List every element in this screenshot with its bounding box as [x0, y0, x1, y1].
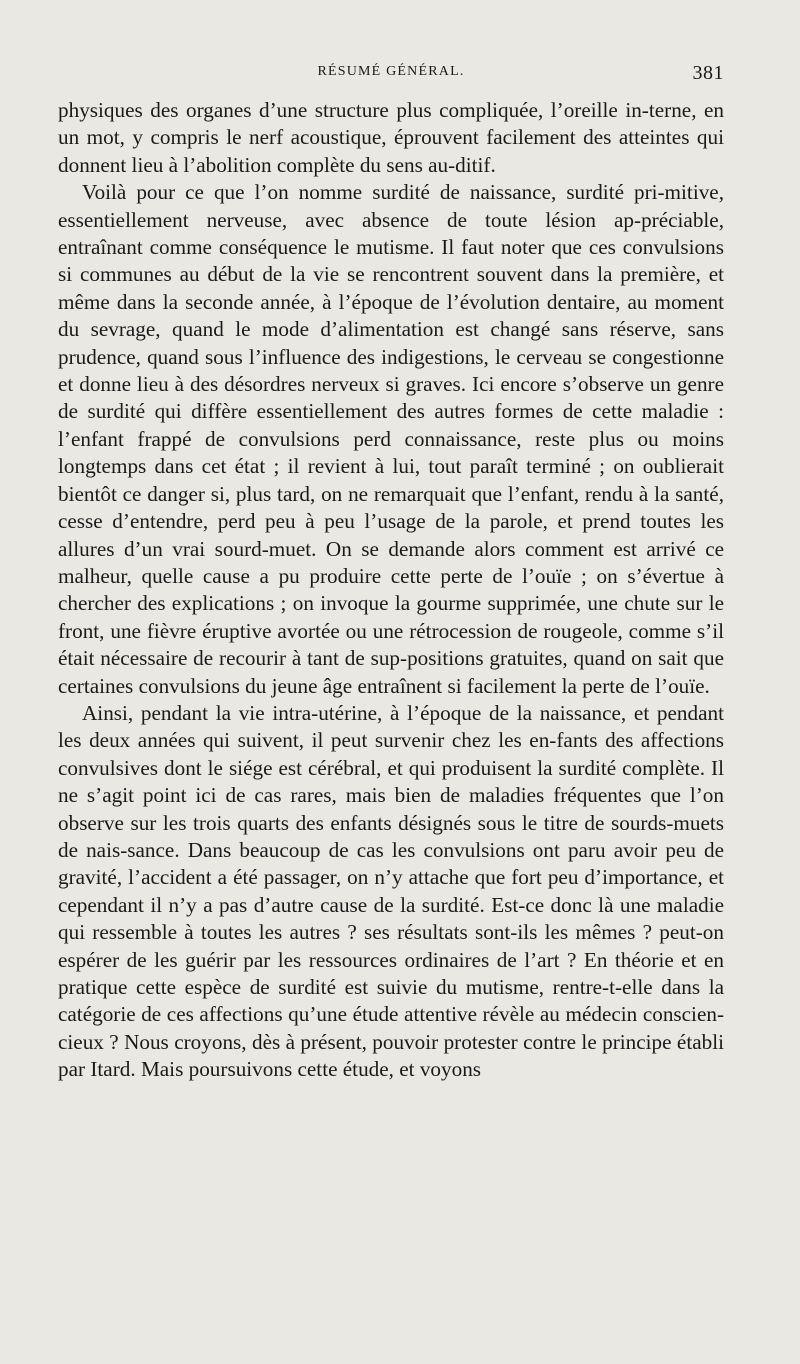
paragraph-continuation: physiques des organes d’une structure plus compliquée, l’oreille in-terne, en un mot, y compris le nerf acoustique, éprouvent facilement des atteintes qui donnent lieu à l’abolition complète du sens au-ditif. [58, 98, 724, 177]
page-number: 381 [692, 62, 724, 84]
paragraph: Ainsi, pendant la vie intra-utérine, à l’époque de la naissance, et pendant les deux années qui suivent, il peut survenir chez les en-fants des affections convulsives dont le siége est cérébral, et qui produisent la surdité complète. Il ne s’agit point ici de cas rares, mais bien de maladies fréquentes que l’on observe sur les trois quarts des enfants désignés sous le titre de sourds-muets de nais-sance. Dans beaucoup de cas les convulsions ont paru avoir peu de gravité, l’accident a été passager, on n’y attache que fort peu d’importance, et cependant il n’y a pas d’autre cause de la surdité. Est-ce donc là une maladie qui ressemble à toutes les autres ? ses résultats sont-ils les mêmes ? peut-on espérer de les guérir par les ressources ordinaires de l’art ? En théorie et en pratique cette espèce de surdité est suivie du mutisme, rentre-t-elle dans la catégorie de ces affections qu’une étude attentive révèle au médecin conscien-cieux ? Nous croyons, dès à présent, pouvoir protester contre le principe établi par Itard. Mais poursuivons cette étude, et voyons [58, 700, 724, 1082]
body-text [58, 97, 724, 1084]
running-title: RÉSUMÉ GÉNÉRAL. [317, 64, 465, 79]
paragraph: Voilà pour ce que l’on nomme surdité de naissance, surdité pri-mitive, essentiellement nerveuse, avec absence de toute lésion ap-préciable, entraînant comme conséquence le mutisme. Il faut noter que ces convulsions si communes au début de la vie se rencontrent souvent dans la première, et même dans la seconde année, à l’époque de l’évolution dentaire, au moment du sevrage, quand le mode d’alimentation est changé sans réserve, sans prudence, quand sous l’influence des indigestions, le cerveau se congestionne et donne lieu à des désordres nerveux si graves. Ici encore s’observe un genre de surdité qui diffère essentiellement des autres formes de cette maladie : l’enfant frappé de convulsions perd connaissance, reste plus ou moins longtemps dans cet état ; il revient à lui, tout paraît terminé ; on oublierait bientôt ce danger si, plus tard, on ne remarquait que l’enfant, rendu à la santé, cesse d’entendre, perd peu à peu l’usage de la parole, et prend toutes les allures d’un vrai sourd-muet. On se demande alors comment est arrivé ce malheur, quelle cause a pu produire cette perte de l’ouïe ; on s’évertue à chercher des explications ; on invoque la gourme supprimée, une chute sur le front, une fièvre éruptive avortée ou une rétrocession de rougeole, comme s’il était nécessaire de recourir à tant de sup-positions gratuites, quand on sait que certaines convulsions du jeune âge entraînent si facilement la perte de l’ouïe. [58, 180, 724, 698]
running-head [58, 62, 724, 86]
